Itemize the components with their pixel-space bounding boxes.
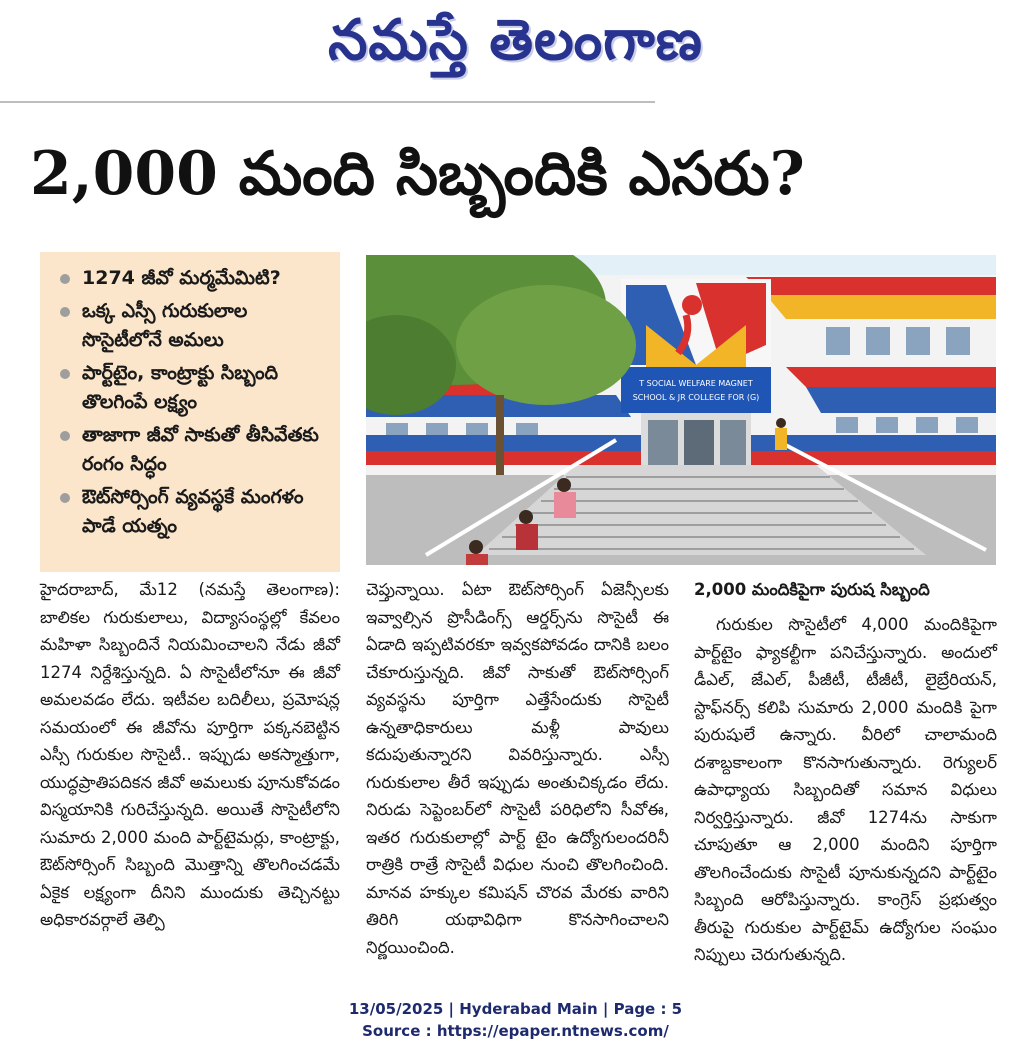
highlight-item: పార్ట్‌టైం, కాంట్రాక్టు సిబ్బంది తొలగింపే లక్ష్యం <box>56 359 330 417</box>
sign-text-line2: SCHOOL & JR COLLEGE FOR (G) <box>632 393 760 402</box>
column-subheading: 2,000 మందికిపైగా పురుష సిబ్బంది <box>694 580 930 599</box>
highlight-item: 1274 జీవో మర్మమేమిటి? <box>56 264 330 293</box>
masthead <box>0 6 1031 88</box>
footer <box>0 998 1031 1042</box>
bullet-icon <box>60 369 70 379</box>
bullet-icon <box>60 493 70 503</box>
column-3-body: గురుకుల సొసైటీలో 4,000 మందికిపైగా పార్ట్‌టైం ఫ్యాకల్టీగా పనిచేస్తున్నారు. అందులో డీఎల్, జేఎల్, పీజీటీ, టీజీటీ, లైబ్రేరియన్, స్టాఫ్‌నర్స్ కలిపి సుమారు 2,000 మందికి పైగా పురుషులే ఉన్నారు. వీరిలో చాలామంది దశాబ్దకాలంగా కొనసాగుతున్నారు. రెగ్యులర్ ఉపాధ్యాయ సిబ్బందితో సమాన విధులు నిర్వర్తిస్తున్నారు. జీవో 1274ను సాకుగా చూపుతూ ఆ 2,000 మందిని పూర్తిగా తొలగించేందుకు సొసైటీ పూనుకున్నదని పార్ట్‌టైం సిబ్బంది ఆరోపిస్తున్నారు. కాంగ్రెస్ ప్రభుత్వం తీరుపై గురుకుల పార్ట్‌టైమ్ ఉద్యోగుల సంఘం నిప్పులు చెరుగుతున్నది. <box>694 615 997 964</box>
school-photo <box>366 255 996 565</box>
article-column-2: చెప్తున్నాయి. ఏటా ఔట్‌సోర్సింగ్ ఏజెన్సీలకు ఇవ్వాల్సిన ప్రొసీడింగ్స్ ఆర్డర్స్‌ను సొసైటీ ఈ ఏడాది ఇప్పటివరకూ ఇవ్వకపోవడం దానికి బలం చేకూరుస్తున్నది. జీవో సాకుతో ఔట్‌సోర్సింగ్ వ్యవస్థను పూర్తిగా ఎత్తేసేందుకు సొసైటీ ఉన్నతాధికారులు మళ్లీ పావులు కదుపుతున్నారని వివరిస్తున్నారు. ఎస్సీ గురుకులాల తీరే ఇప్పుడు అంతుచిక్కడం లేదు. నిరుడు సెప్టెంబర్‌లో సొసైటీ పరిధిలోని సీవోఈ, ఇతర గురుకులాల్లో పార్ట్ టైం ఉద్యోగులందరినీ రాత్రికి రాత్రే సొసైటీ విధుల నుంచి తొలగించింది. మానవ హక్కుల కమిషన్ చొరవ మేరకు వారిని తిరిగి యథావిధిగా కొనసాగించాలని నిర్ణయించింది. <box>366 580 669 957</box>
footer-source-line: Source : https://epaper.ntnews.com/ <box>362 1022 669 1040</box>
sign-text-line1: T SOCIAL WELFARE MAGNET <box>639 379 753 388</box>
school-building-illustration <box>366 255 996 565</box>
headline: 2,000 మంది సిబ్బందికి ఎసరు? <box>30 139 805 209</box>
bullet-icon <box>60 307 70 317</box>
bullet-icon <box>60 274 70 284</box>
highlight-item: తాజాగా జీవో సాకుతో తీసివేతకు రంగం సిద్ధం <box>56 421 330 479</box>
masthead-title: నమస్తే తెలంగాణ <box>328 7 703 73</box>
article-column-3 <box>694 576 997 969</box>
article-column-1: హైదరాబాద్, మే12 (నమస్తే తెలంగాణ): బాలికల గురుకులాలు, విద్యాసంస్థల్లో కేవలం మహిళా సిబ్బందినే నియమించాలని నేడు జీవో 1274 నిర్దేశిస్తున్నది. ఏ సొసైటీలోనూ ఈ జీవో అమలవడం లేదు. ఇటీవల బదిలీలు, ప్రమోషన్ల సమయంలో ఈ జీవోను పూర్తిగా పక్కనబెట్టిన ఎస్సీ గురుకుల సొసైటీ.. ఇప్పుడు అకస్మాత్తుగా, యుద్ధప్రాతిపదికన జీవో అమలుకు పూనుకోవడం విస్మయానికి గురిచేస్తున్నది. అయితే సొసైటీలోని సుమారు 2,000 మంది పార్ట్‌టైమర్లు, కాంట్రాక్టు, ఔట్‌సోర్సింగ్ సిబ్బంది మొత్తాన్ని తొలగించడమే ఏకైక లక్ష్యంగా దీనిని ముందుకు తెచ్చినట్టు అధికారవర్గాలే తెల్పి <box>40 580 340 929</box>
bullet-icon <box>60 431 70 441</box>
highlights-box <box>40 252 340 572</box>
highlight-item: ఒక్క ఎస్సీ గురుకులాల సొసైటీలోనే అమలు <box>56 297 330 355</box>
highlight-item: ఔట్‌సోర్సింగ్ వ్యవస్థకే మంగళం పాడే యత్నం <box>56 483 330 541</box>
header-rule <box>0 101 655 103</box>
footer-date-line: 13/05/2025 | Hyderabad Main | Page : 5 <box>348 1000 683 1018</box>
